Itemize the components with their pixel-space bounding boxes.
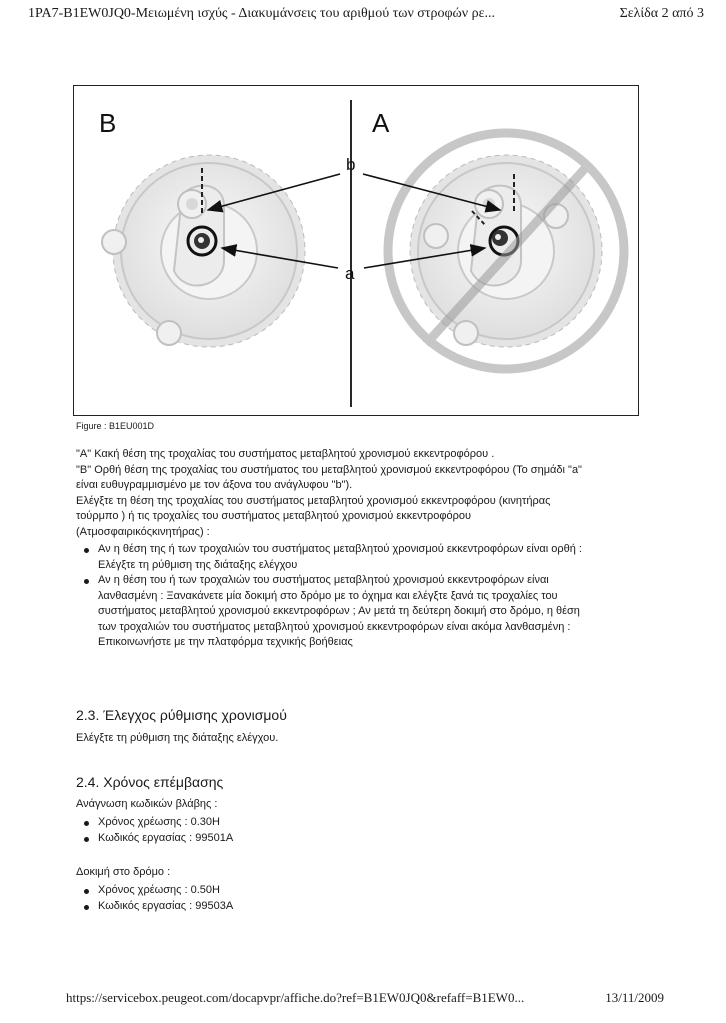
description-line: "B" Ορθή θέση της τροχαλίας του συστήματος του μεταβλητού χρονισμού εκκεντροφόρου (Το σημάδι "a" xyxy=(76,463,582,476)
list-item xyxy=(98,899,476,915)
document-title: 1PA7-B1EW0JQ0-Μειωμένη ισχύς - Διακυμάνσεις του αριθμού των στροφών ρε... xyxy=(28,6,495,21)
bullet-line: Αν η θέση της ή των τροχαλιών του συστήματος μεταβλητού χρονισμού εκκεντροφόρων είναι ορθή : xyxy=(98,543,582,555)
operation-code: Κωδικός εργασίας : 99503A xyxy=(98,899,234,912)
pulley-illustration xyxy=(74,86,638,415)
bullet-line: συστήματος μεταβλητού χρονισμού εκκεντροφόρων ; Αν μετά τη δεύτερη δοκιμή στο δρόμο, η θέση xyxy=(98,605,580,617)
callout-label-b: b xyxy=(346,155,356,174)
charge-time: Χρόνος χρέωσης : 0.50H xyxy=(98,884,220,896)
list-item xyxy=(98,542,656,573)
page-footer xyxy=(0,990,726,1010)
fault-code-reading-title: Ανάγνωση κωδικών βλάβης : xyxy=(76,798,218,810)
description-line: "A" Κακή θέση της τροχαλίας του συστήματος μεταβλητού χρονισμού εκκεντροφόρου . xyxy=(76,448,495,460)
description-line: τούρμπο ) ή τις τροχαλίες του συστήματος μεταβλητού χρονισμού εκκεντροφόρου xyxy=(76,510,472,522)
description-line: Ελέγξτε τη θέση της τροχαλίας του συστήματος μεταβλητού χρονισμού εκκεντροφόρου (κινητήρας xyxy=(76,494,551,507)
callout-label-a: a xyxy=(345,264,355,283)
page-header xyxy=(0,6,726,30)
print-date: 13/11/2009 xyxy=(605,990,664,1005)
section-text-2-3: Ελέγξτε τη ρύθμιση της διάταξης ελέγχου. xyxy=(76,732,279,744)
section-heading-2-4: 2.4. Χρόνος επέμβασης xyxy=(76,774,224,790)
bullet-line: των τροχαλιών του συστήματος μεταβλητού χρονισμού εκκεντροφόρων είναι ακόμα λανθασμένη : xyxy=(98,620,571,633)
figure-frame xyxy=(73,85,639,416)
pulley-left xyxy=(102,155,305,347)
check-bullet-list xyxy=(76,542,656,651)
figure-caption: Figure : B1EU001D xyxy=(76,421,155,431)
source-url: https://servicebox.peugeot.com/docapvpr/affiche.do?ref=B1EW0JQ0&refaff=B1EW0... xyxy=(66,990,525,1005)
operation-code: Κωδικός εργασίας : 99501A xyxy=(98,831,234,844)
road-test-title: Δοκιμή στο δρόμο : xyxy=(76,866,171,878)
list-item xyxy=(98,883,476,899)
bullet-line: Επικοινωνήστε με την πλατφόρμα τεχνικής βοήθειας xyxy=(98,636,353,648)
list-item xyxy=(98,573,656,651)
page-number: Σελίδα 2 από 3 xyxy=(619,6,704,21)
list-item xyxy=(98,815,476,831)
bullet-line: λανθασμένη : Ξανακάνετε μία δοκιμή στο δρόμο με το όχημα και ελέγξτε ξανά τις τροχαλίες του xyxy=(98,589,558,602)
panel-label-a: A xyxy=(372,108,390,138)
bullet-line: Ελέγξτε τη ρύθμιση της διάταξης ελέγχου xyxy=(98,558,298,571)
road-test-list xyxy=(76,881,476,914)
charge-time: Χρόνος χρέωσης : 0.30H xyxy=(98,816,220,828)
section-heading-2-3: 2.3. Έλεγχος ρύθμισης χρονισμού xyxy=(76,707,287,723)
bullet-line: Αν η θέση του ή των τροχαλιών του συστήματος μεταβλητού χρονισμού εκκεντροφόρων είναι xyxy=(98,574,549,586)
fault-code-reading-list xyxy=(76,813,476,846)
description-line: είναι ευθυγραμμισμένο με τον άξονα του ανάγλυφου "b"). xyxy=(76,479,353,491)
description-block xyxy=(76,447,656,651)
panel-label-b: B xyxy=(99,108,117,138)
description-line: (Ατμοσφαιρικόςκινητήρας) : xyxy=(76,525,210,538)
list-item xyxy=(98,831,476,847)
